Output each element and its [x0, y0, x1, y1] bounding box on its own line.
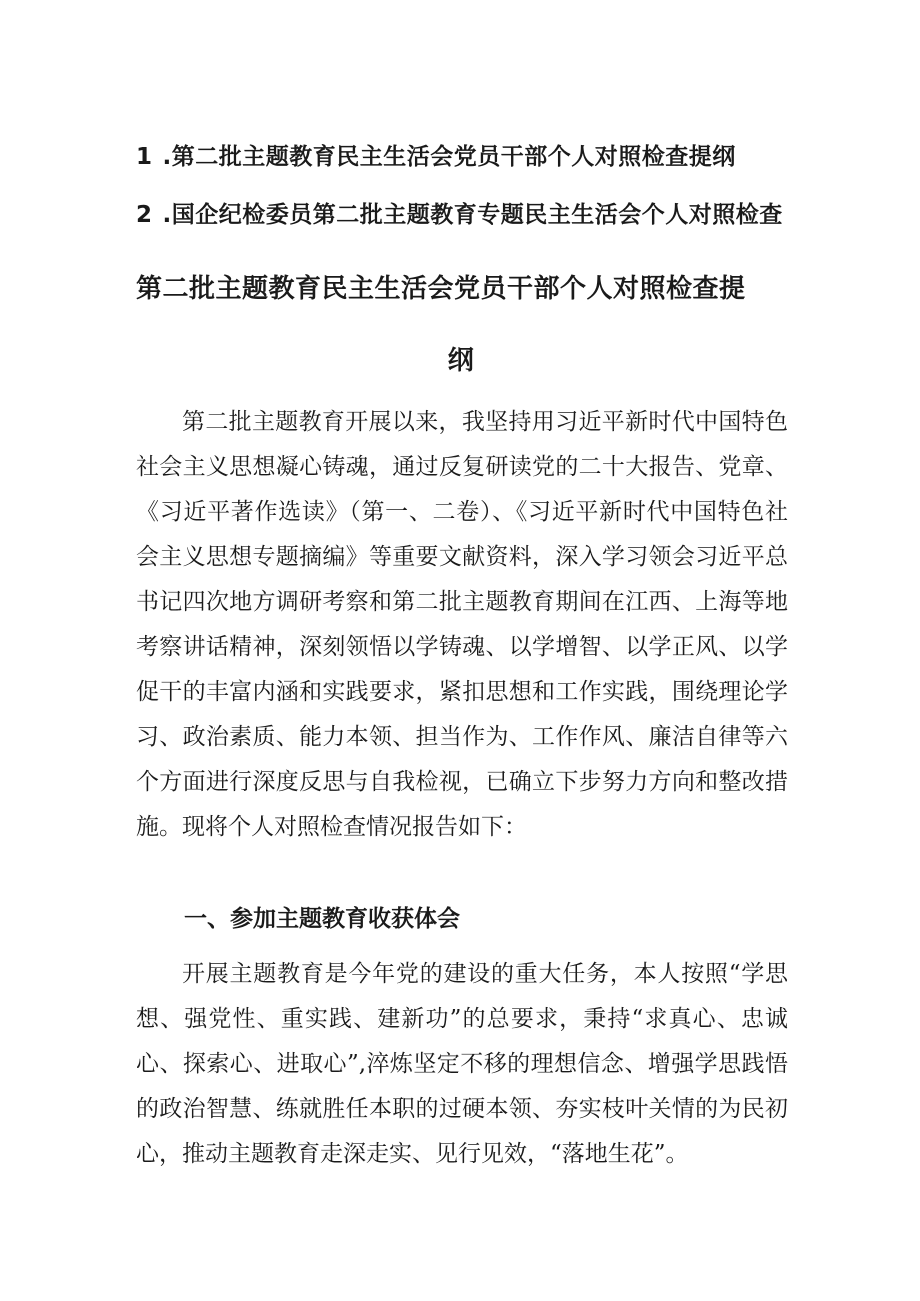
toc-item-text: .国企纪检委员第二批主题教育专题民主生活会个人对照检查 — [162, 202, 783, 228]
section-paragraph: 开展主题教育是今年党的建设的重大任务，本人按照“学思想、强党性、重实践、建新功”的总要求，秉持“求真心、忠诚心、探索心、进取心”,淬炼坚定不移的理想信念、增强学思践悟的政治智慧、练就胜任本职的过硬本领、夯实枝叶关情的为民初心，推动主题教育走深走实、见行见效，“落地生花”。 — [136, 961, 788, 1167]
toc-item-number: 2 — [136, 202, 153, 228]
section-heading: 一、参加主题教育收获体会 — [184, 906, 460, 932]
document-title-line-2: 纲 — [447, 346, 475, 376]
toc-item-text: .第二批主题教育民主生活会党员干部个人对照检查提纲 — [162, 144, 736, 170]
toc-item-2 — [136, 196, 860, 229]
toc-item-1 — [136, 138, 860, 171]
intro-paragraph: 第二批主题教育开展以来，我坚持用习近平新时代中国特色社会主义思想凝心铸魂，通过反复研读党的二十大报告、党章、《习近平著作选读》（第一、二卷）、《习近平新时代中国特色社会主义思想专题摘编》等重要文献资料，深入学习领会习近平总书记四次地方调研考察和第二批主题教育期间在江西、上海等地考察讲话精神，深刻领悟以学铸魂、以学增智、以学正风、以学促干的丰富内涵和实践要求，紧扣思想和工作实践，围绕理论学习、政治素质、能力本领、担当作为、工作作风、廉洁自律等六个方面进行深度反思与自我检视，已确立下步努力方向和整改措施。现将个人对照检查情况报告如下： — [136, 409, 788, 840]
document-title-line-1: 第二批主题教育民主生活会党员干部个人对照检查提 — [136, 274, 746, 304]
toc-item-number: 1 — [136, 144, 153, 170]
